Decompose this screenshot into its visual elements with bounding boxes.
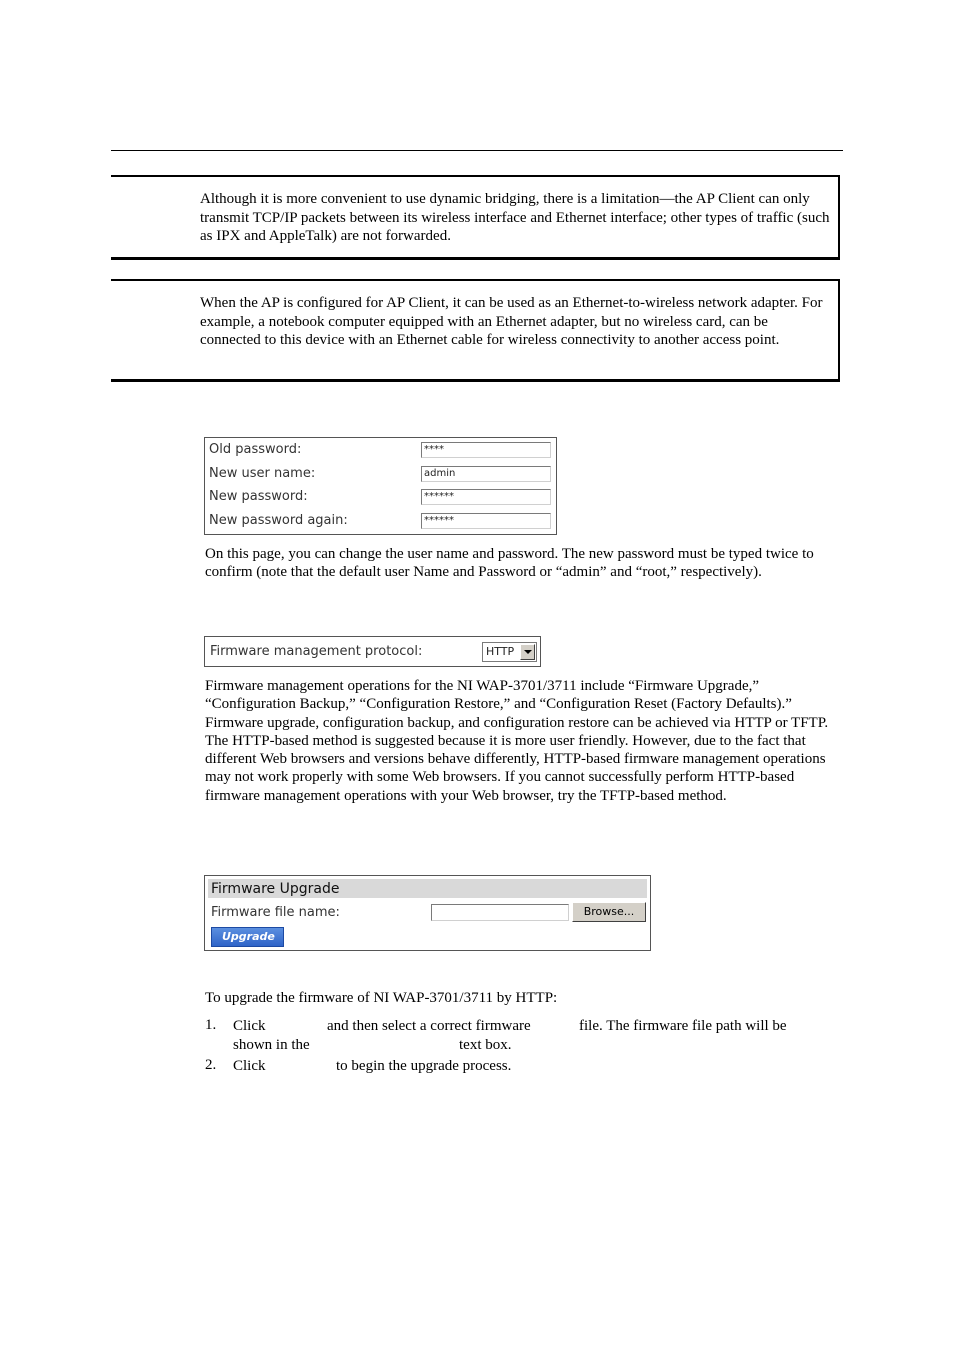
protocol-form bbox=[204, 636, 541, 667]
step-text: and then select a correct firmware bbox=[327, 1018, 531, 1034]
old-password-input[interactable]: **** bbox=[421, 442, 551, 458]
protocol-select[interactable] bbox=[482, 642, 537, 662]
protocol-label: Firmware management protocol: bbox=[210, 644, 423, 659]
step-text: text box. bbox=[459, 1037, 512, 1053]
upgrade-button[interactable]: Upgrade bbox=[211, 927, 284, 947]
password-form bbox=[204, 437, 557, 535]
note-box-ap-client bbox=[111, 279, 840, 382]
note-box-dynamic-bridging bbox=[111, 175, 840, 260]
firmware-paragraph: Firmware management operations for the NI WAP-3701/3711 include “Firmware Upgrade,” “Configuration Backup,” “Configuration Restore,” and “Configuration Reset (Factory Defaults).” Firmware upgrade, configuration backup, and configuration restore can be achieved via HTTP or TFTP. The HTTP-based method is suggested because it is more user friendly. However, due to the fact that different Web browsers and versions behave differently, HTTP-based firmware management operations may not work properly with some Web browsers. If you cannot successfully perform HTTP-based firmware management operations with your Web browser, try the TFTP-based method. bbox=[205, 678, 829, 804]
firmware-file-input[interactable] bbox=[431, 904, 569, 921]
new-password-again-label: New password again: bbox=[209, 513, 348, 528]
old-password-label: Old password: bbox=[209, 442, 302, 457]
step-click: Click bbox=[233, 1018, 266, 1034]
firmware-file-label: Firmware file name: bbox=[211, 905, 340, 920]
step-text: file. The firmware file path will be bbox=[579, 1018, 787, 1034]
new-password-label: New password: bbox=[209, 489, 308, 504]
new-password-input[interactable]: ****** bbox=[421, 489, 551, 505]
new-user-name-input[interactable]: admin bbox=[421, 466, 551, 482]
step-text: to begin the upgrade process. bbox=[336, 1058, 512, 1074]
protocol-selected-value: HTTP bbox=[486, 645, 515, 658]
form-title-bar bbox=[208, 879, 647, 898]
note-text: Although it is more convenient to use dynamic bridging, there is a limitation—the AP Client can only transmit TCP/IP packets between its wireless interface and Ethernet interface; other types of traffic (such as IPX and AppleTalk) are not forwarded. bbox=[200, 191, 830, 245]
password-paragraph: On this page, you can change the user name and password. The new password must be typed twice to confirm (note that the default user Name and Password or “admin” and “root,” respectively). bbox=[205, 546, 814, 581]
step-text: shown in the bbox=[233, 1037, 310, 1053]
step-click: Click bbox=[233, 1058, 266, 1074]
form-title: Firmware Upgrade bbox=[211, 881, 340, 897]
firmware-upgrade-form bbox=[204, 875, 651, 951]
header-rule bbox=[111, 150, 843, 151]
note-text: When the AP is configured for AP Client, it can be used as an Ethernet-to-wireless network adapter. For example, a notebook computer equipped with an Ethernet adapter, but no wireless card, can be connected to this device with an Ethernet cable for wireless connectivity to another access point. bbox=[200, 295, 823, 349]
step-number: 1. bbox=[205, 1017, 217, 1033]
steps-intro: To upgrade the firmware of NI WAP-3701/3711 by HTTP: bbox=[205, 990, 558, 1006]
browse-button[interactable]: Browse... bbox=[572, 902, 646, 922]
step-number: 2. bbox=[205, 1057, 217, 1073]
new-user-name-label: New user name: bbox=[209, 466, 316, 481]
new-password-again-input[interactable]: ****** bbox=[421, 513, 551, 529]
chevron-down-icon[interactable] bbox=[520, 644, 535, 660]
